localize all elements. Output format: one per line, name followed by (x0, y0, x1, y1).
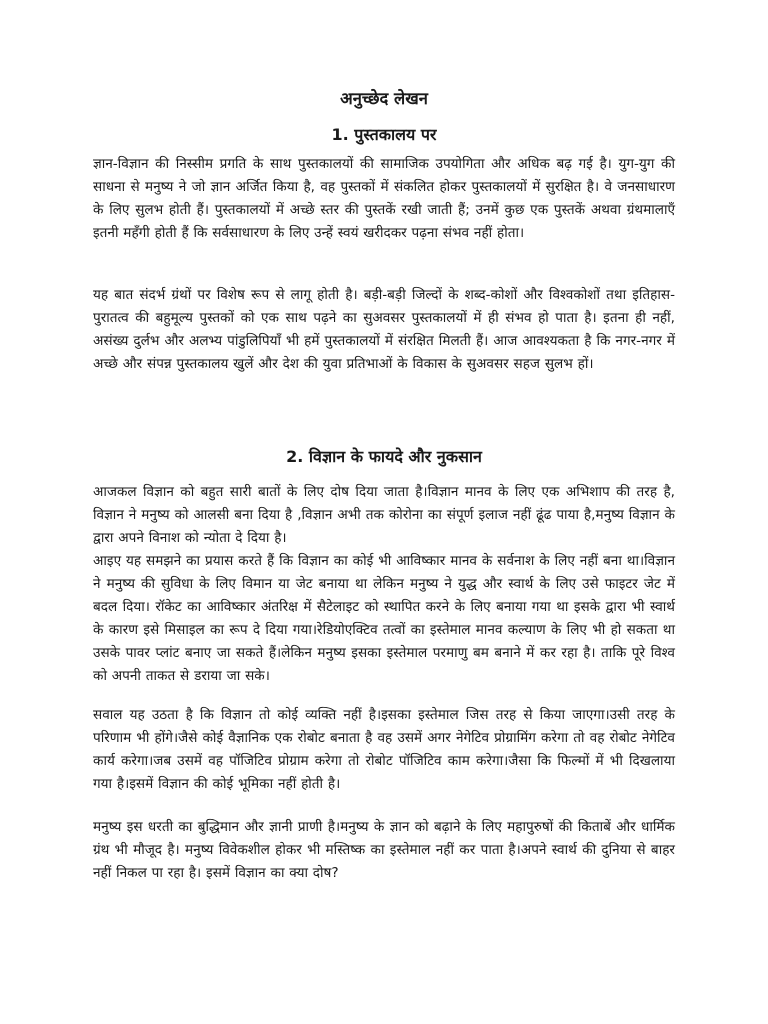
paragraph-science-2: आइए यह समझने का प्रयास करते हैं कि विज्ञान का कोई भी आविष्कार मानव के सर्वनाश के लिए नहीं बना था।विज्ञान ने मनुष्य की सुविधा के लिए विमान या जेट बनाया था लेकिन मनुष्य ने युद्ध और स्वार्थ के लिए उसे फाइटर जेट में बदल दिया। रॉकेट का आविष्कार अंतरिक्ष में सैटेलाइट को स्थापित करने के लिए बनाया गया था इसके द्वारा भी स्वार्थ के कारण इसे मिसाइल का रूप दे दिया गया।रेडियोएक्टिव तत्वों का इस्तेमाल मानव कल्याण के लिए भी हो सकता था उसके पावर प्लांट बनाए जा सकते हैं।लेकिन मनुष्य इसका इस्तेमाल परमाणु बम बनाने में कर रहा है। ताकि पूरे विश्व को अपनी ताकत से डराया जा सके। (93, 553, 675, 684)
paragraph-science-3: सवाल यह उठता है कि विज्ञान तो कोई व्यक्ति नहीं है।इसका इस्तेमाल जिस तरह से किया जाएगा।उसी तरह के परिणाम भी होंगे।जैसे कोई वैज्ञानिक एक रोबोट बनाता है वह उसमें अगर नेगेटिव प्रोग्रामिंग करेगा तो वह रोबोट नेगेटिव कार्य करेगा।जब उसमें वह पॉजिटिव प्रोग्राम करेगा तो रोबोट पॉजिटिव काम करेगा।जैसा कि फिल्मों में भी दिखलाया गया है।इसमें विज्ञान की कोई भूमिका नहीं होती है। (93, 707, 675, 792)
paragraph-library-2: यह बात संदर्भ ग्रंथों पर विशेष रूप से लागू होती है। बड़ी-बड़ी जिल्दों के शब्द-कोशों और विश्वकोशों तथा इतिहास-पुरातत्व की बहुमूल्य पुस्तकों को एक साथ पढ़ने का सुअवसर पुस्तकालयों में ही संभव हो पाता है। इतना ही नहीं, असंख्य दुर्लभ और अलभ्य पांडुलिपियाँ भी हमें पुस्तकालयों में संरक्षित मिलती हैं। आज आवश्यकता है कि नगर-नगर में अच्छे और संपन्न पुस्तकालय खुलें और देश की युवा प्रतिभाओं के विकास के सुअवसर सहज सुलभ हों। (93, 287, 675, 372)
paragraph-library-1: ज्ञान-विज्ञान की निस्सीम प्रगति के साथ पुस्तकालयों की सामाजिक उपयोगिता और अधिक बढ़ गई है। युग-युग की साधना से मनुष्य ने जो ज्ञान अर्जित किया है, वह पुस्तकों में संकलित होकर पुस्तकालयों में सुरक्षित है। वे जनसाधारण के लिए सुलभ होती हैं। पुस्तकालयों में अच्छे स्तर की पुस्तकें रखी जाती हैं; उनमें कुछ एक पुस्तकें अथवा ग्रंथमालाएँ इतनी महँगी होती हैं कि सर्वसाधारण के लिए उन्हें स्वयं खरीदकर पढ़ना संभव नहीं होता। (93, 156, 675, 241)
section-heading-science: 2. विज्ञान के फायदे और नुकसान (286, 447, 482, 466)
paragraph-science-4: मनुष्य इस धरती का बुद्धिमान और ज्ञानी प्राणी है।मनुष्य के ज्ञान को बढ़ाने के लिए महापुरुषों की किताबें और धार्मिक ग्रंथ भी मौजूद है। मनुष्य विवेकशील होकर भी मस्तिष्क का इस्तेमाल नहीं कर पाता है।अपने स्वार्थ की दुनिया से बाहर नहीं निकल पा रहा है। इसमें विज्ञान का क्या दोष? (93, 819, 675, 881)
paragraph-science-1: आजकल विज्ञान को बहुत सारी बातों के लिए दोष दिया जाता है।विज्ञान मानव के लिए एक अभिशाप की तरह है, विज्ञान ने मनुष्य को आलसी बना दिया है ,विज्ञान अभी तक कोरोना का संपूर्ण इलाज नहीं ढूंढ पाया है,मनुष्य विज्ञान के द्वारा अपने विनाश को न्योता दे दिया है। (93, 484, 675, 546)
section-heading-library: 1. पुस्तकालय पर (331, 125, 437, 144)
document-title: अनुच्छेद लेखन (340, 89, 428, 108)
